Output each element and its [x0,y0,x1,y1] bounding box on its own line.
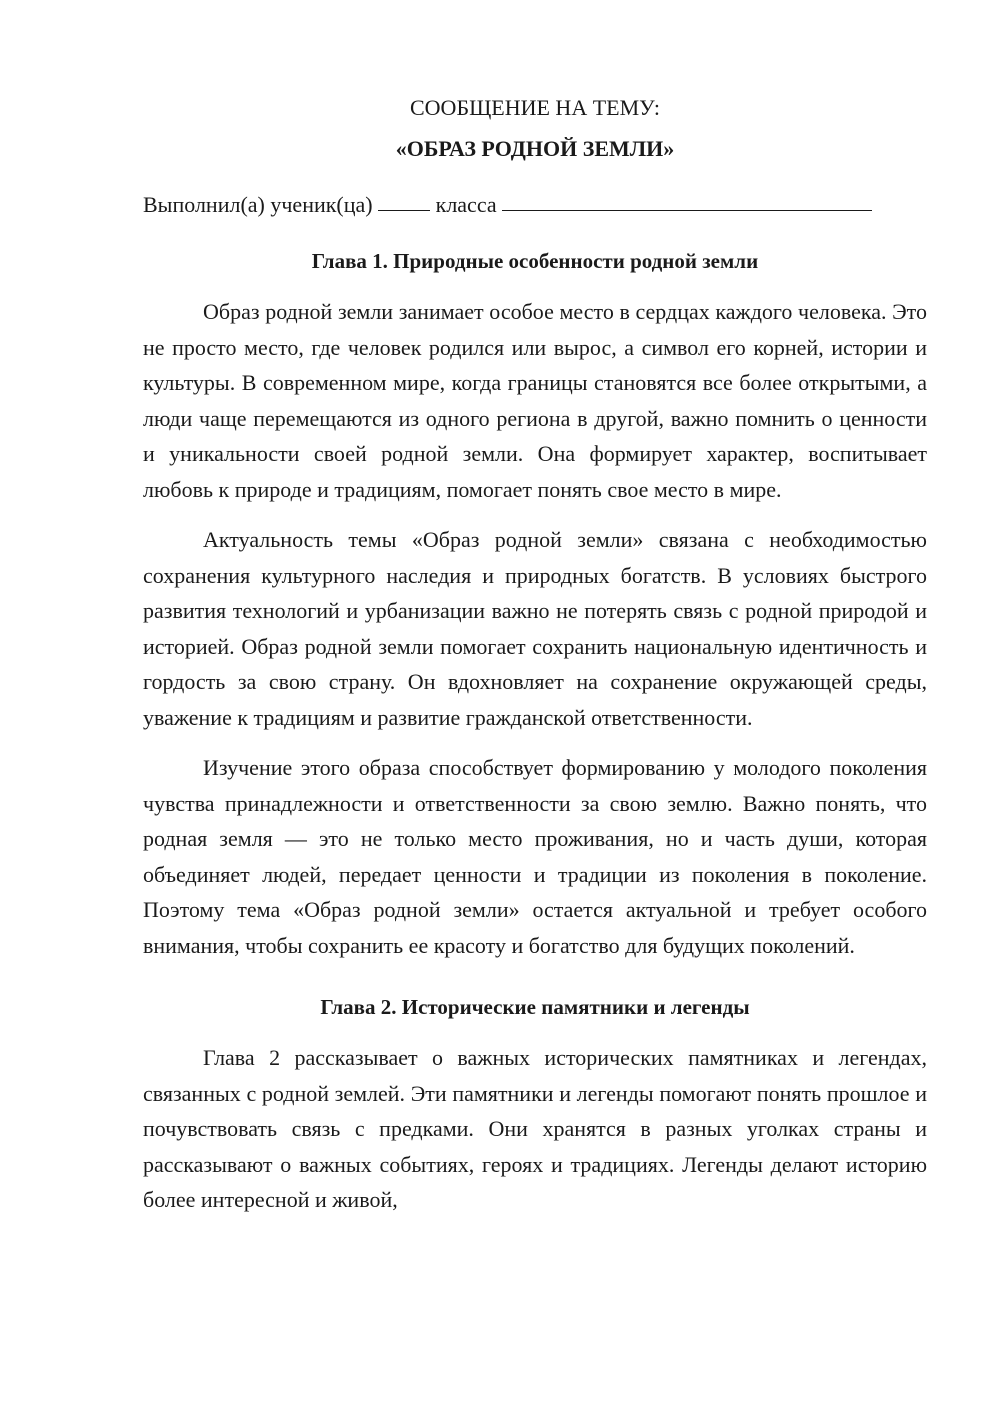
document-heading-line1: СООБЩЕНИЕ НА ТЕМУ: [410,95,660,120]
chapter1-paragraph-1: Образ родной земли занимает особое место в сердцах каждого человека. Это не просто место, где человек родился или вырос, а символ его корней, истории и культуры. В современном мире, когда границы становятся все более открытыми, а люди чаще перемещаются из одного региона в другой, важно помнить о ценности и уникальности своей родной земли. Она формирует характер, воспитывает любовь к природе и традициям, помогает понять свое место в мире. [143,299,927,502]
document-page [143,90,927,1218]
chapter2-paragraph-1: Глава 2 рассказывает о важных исторических памятниках и легендах, связанных с родной землей. Эти памятники и легенды помогают понять прошлое и почувствовать связь с предками. Они хранятся в разных уголках страны и рассказывают о важных событиях, героях и традициях. Легенды делают историю более интересной и живой, [143,1045,927,1212]
chapter1-paragraph-3: Изучение этого образа способствует формированию у молодого поколения чувства принадлежности и ответственности за свою землю. Важно понять, что родная земля — это не только место проживания, но и часть души, которая объединяет людей, передает ценности и традиции из поколения в поколение. Поэтому тема «Образ родной земли» остается актуальной и требует особого внимания, чтобы сохранить ее красоту и богатство для будущих поколений. [143,755,927,958]
author-student-label: Выполнил(а) ученик(ца) [143,192,373,217]
author-line [143,187,927,223]
grade-blank [378,186,430,211]
chapter1-title: Глава 1. Природные особенности родной земли [311,249,759,273]
document-heading-line2: «ОБРАЗ РОДНОЙ ЗЕМЛИ» [395,136,675,161]
author-class-label: класса [435,192,497,217]
name-blank [502,186,872,211]
chapter2-title: Глава 2. Исторические памятники и легенды [320,995,750,1019]
chapter1-paragraph-2: Актуальность темы «Образ родной земли» связана с необходимостью сохранения культурного наследия и природных богатств. В условиях быстрого развития технологий и урбанизации важно не потерять связь с родной природой и историей. Образ родной земли помогает сохранить национальную идентичность и гордость за свою страну. Он вдохновляет на сохранение окружающей среды, уважение к традициям и развитие гражданской ответственности. [143,527,927,730]
